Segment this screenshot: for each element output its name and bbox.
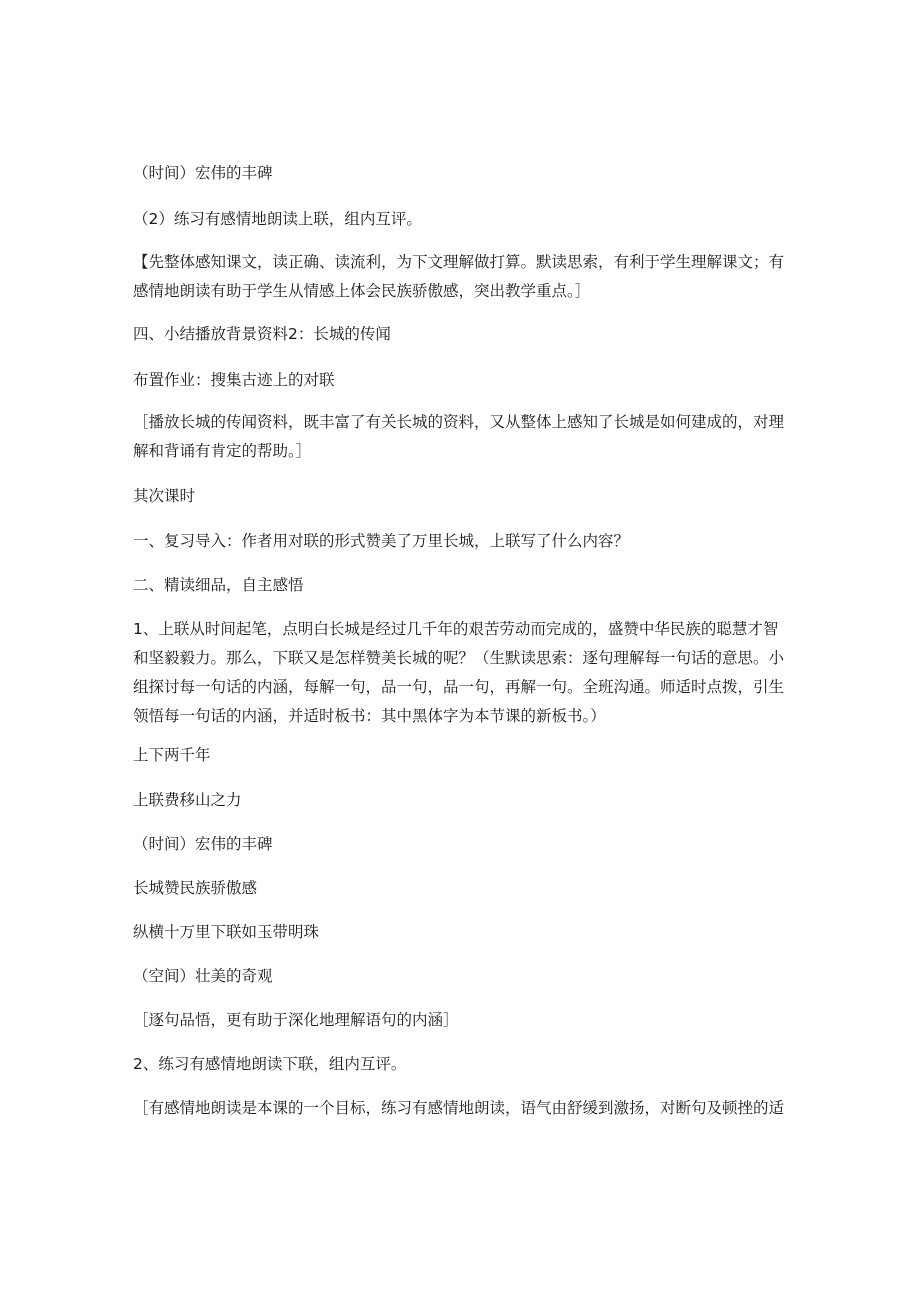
paragraph-18: 2、练习有感情地朗读下联，组内互评。	[133, 1055, 407, 1073]
paragraph-1: （时间）宏伟的丰碑	[133, 164, 273, 182]
paragraph-17: ［逐句品悟，更有助于深化地理解语句的内涵］	[133, 1011, 459, 1029]
paragraph-19: ［有感情地朗读是本课的一个目标，练习有感情地朗读，语气由舒缓到激扬，对断句及顿挫的适	[133, 1099, 785, 1117]
paragraph-2: （2）练习有感情地朗读上联，组内互评。	[133, 210, 422, 228]
paragraph-6: ［播放长城的传闻资料，既丰富了有关长城的资料，又从整体上感知了长城是如何建成的，对理解和背诵有肯定的帮助。］	[133, 413, 785, 460]
paragraph-11: 上下两千年	[133, 746, 211, 764]
paragraph-10: 1、上联从时间起笔，点明白长城是经过几千年的艰苦劳动而完成的，盛赞中华民族的聪慧才智和坚毅毅力。那么，下联又是怎样赞美长城的呢？（生默读思索：逐句理解每一句话的意思。小组探讨每一句话的内涵，每解一句，品一句，品一句，再解一句。全班沟通。师适时点拨，引生领悟每一句话的内涵，并适时板书：其中黑体字为本节课的新板书。）	[133, 620, 785, 725]
paragraph-12: 上联费移山之力	[133, 791, 242, 809]
paragraph-15: 纵横十万里下联如玉带明珠	[133, 923, 320, 941]
paragraph-5: 布置作业：搜集古迹上的对联	[133, 371, 335, 389]
paragraph-9: 二、精读细品，自主感悟	[133, 576, 304, 594]
paragraph-16: （空间）壮美的奇观	[133, 967, 273, 985]
paragraph-13: （时间）宏伟的丰碑	[133, 835, 273, 853]
paragraph-8: 一、复习导入：作者用对联的形式赞美了万里长城，上联写了什么内容？	[133, 532, 630, 550]
paragraph-14: 长城赞民族骄傲感	[133, 879, 258, 897]
paragraph-7: 其次课时	[133, 487, 196, 505]
paragraph-4: 四、小结播放背景资料2：长城的传闻	[133, 325, 391, 343]
paragraph-3: 【先整体感知课文，读正确、读流利，为下文理解做打算。默读思索，有利于学生理解课文；有感情地朗读有助于学生从情感上体会民族骄傲感，突出教学重点。］	[133, 253, 785, 300]
